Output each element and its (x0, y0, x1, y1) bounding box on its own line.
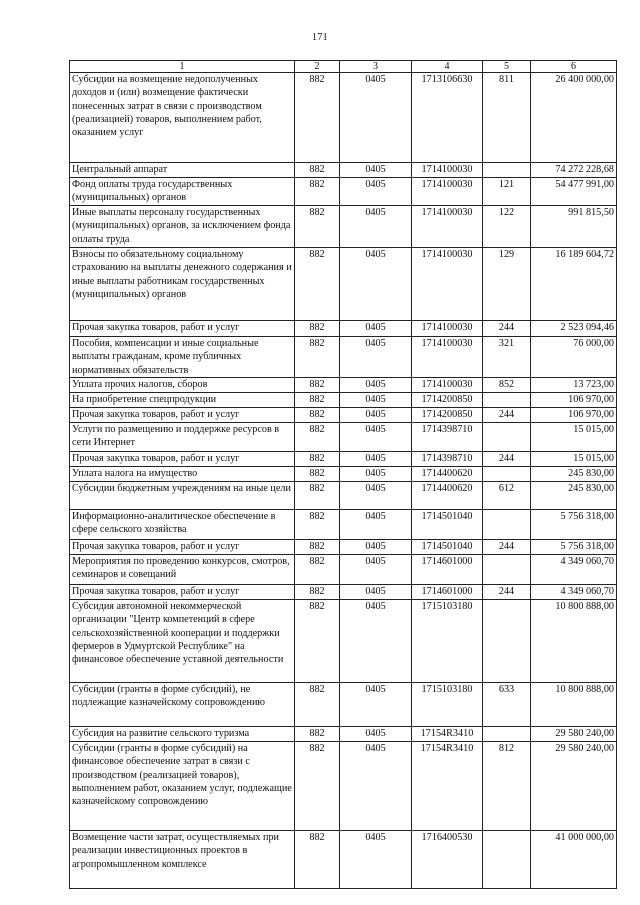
table-row (70, 178, 617, 206)
target-article-code: 1714501040 (412, 510, 483, 540)
target-article-code: 1716400530 (412, 831, 483, 889)
target-article-code: 1715103180 (412, 600, 483, 683)
expense-type-code: 244 (483, 540, 531, 555)
ministry-code: 882 (295, 321, 340, 337)
section-code: 0405 (340, 742, 412, 831)
column-number: 6 (531, 61, 617, 73)
table-row (70, 585, 617, 600)
amount: 4 349 060,70 (531, 585, 617, 600)
expense-type-code (483, 600, 531, 683)
item-name: Услуги по размещению и поддержке ресурсов в сети Интернет (70, 423, 295, 452)
target-article-code: 1714100030 (412, 337, 483, 378)
section-code: 0405 (340, 467, 412, 482)
column-number: 1 (70, 61, 295, 73)
section-code: 0405 (340, 452, 412, 467)
expense-type-code: 122 (483, 206, 531, 248)
expense-type-code (483, 555, 531, 585)
amount: 74 272 228,68 (531, 163, 617, 178)
amount: 15 015,00 (531, 452, 617, 467)
section-code: 0405 (340, 510, 412, 540)
expense-type-code (483, 727, 531, 742)
table-row (70, 683, 617, 727)
ministry-code: 882 (295, 408, 340, 423)
section-code: 0405 (340, 206, 412, 248)
target-article-code: 1714400620 (412, 467, 483, 482)
column-number-row (70, 61, 617, 73)
item-name: Центральный аппарат (70, 163, 295, 178)
section-code: 0405 (340, 178, 412, 206)
ministry-code: 882 (295, 206, 340, 248)
ministry-code: 882 (295, 452, 340, 467)
section-code: 0405 (340, 600, 412, 683)
ministry-code: 882 (295, 683, 340, 727)
expense-type-code: 244 (483, 452, 531, 467)
table-row (70, 337, 617, 378)
expense-type-code: 633 (483, 683, 531, 727)
amount: 41 000 000,00 (531, 831, 617, 889)
item-name: Фонд оплаты труда государственных (муниципальных) органов (70, 178, 295, 206)
expense-type-code (483, 423, 531, 452)
target-article-code: 1714601000 (412, 585, 483, 600)
column-number: 5 (483, 61, 531, 73)
table-row (70, 423, 617, 452)
amount: 991 815,50 (531, 206, 617, 248)
table-row (70, 248, 617, 321)
item-name: Прочая закупка товаров, работ и услуг (70, 585, 295, 600)
section-code: 0405 (340, 831, 412, 889)
amount: 26 400 000,00 (531, 73, 617, 163)
section-code: 0405 (340, 540, 412, 555)
table-row (70, 393, 617, 408)
amount: 16 189 604,72 (531, 248, 617, 321)
item-name: Субсидия автономной некоммерческой организации "Центр компетенций в сфере сельскохозяйственной кооперации и поддержки фермеров в Удмуртской Республике" на финансовое обеспечение уставной деятельности (70, 600, 295, 683)
item-name: Прочая закупка товаров, работ и услуг (70, 452, 295, 467)
expense-type-code: 121 (483, 178, 531, 206)
table-row (70, 555, 617, 585)
amount: 10 800 888,00 (531, 683, 617, 727)
ministry-code: 882 (295, 742, 340, 831)
budget-table (69, 60, 617, 889)
table-row (70, 482, 617, 510)
target-article-code: 1714200850 (412, 408, 483, 423)
expense-type-code: 244 (483, 408, 531, 423)
expense-type-code: 812 (483, 742, 531, 831)
target-article-code: 1713106630 (412, 73, 483, 163)
ministry-code: 882 (295, 178, 340, 206)
table-row (70, 467, 617, 482)
target-article-code: 1714100030 (412, 206, 483, 248)
section-code: 0405 (340, 482, 412, 510)
item-name: Мероприятия по проведению конкурсов, смотров, семинаров и совещаний (70, 555, 295, 585)
ministry-code: 882 (295, 467, 340, 482)
amount: 10 800 888,00 (531, 600, 617, 683)
item-name: Информационно-аналитическое обеспечение в сфере сельского хозяйства (70, 510, 295, 540)
item-name: Пособия, компенсации и иные социальные выплаты гражданам, кроме публичных нормативных обязательств (70, 337, 295, 378)
target-article-code: 1714100030 (412, 178, 483, 206)
expense-type-code (483, 163, 531, 178)
expense-type-code: 129 (483, 248, 531, 321)
expense-type-code (483, 393, 531, 408)
item-name: Возмещение части затрат, осуществляемых при реализации инвестиционных проектов в агропромышленном комплексе (70, 831, 295, 889)
ministry-code: 882 (295, 337, 340, 378)
item-name: Субсидии бюджетным учреждениям на иные цели (70, 482, 295, 510)
amount: 29 580 240,00 (531, 742, 617, 831)
section-code: 0405 (340, 321, 412, 337)
section-code: 0405 (340, 248, 412, 321)
amount: 106 970,00 (531, 393, 617, 408)
ministry-code: 882 (295, 555, 340, 585)
expense-type-code: 612 (483, 482, 531, 510)
target-article-code: 17154R3410 (412, 727, 483, 742)
target-article-code: 1714100030 (412, 321, 483, 337)
amount: 245 830,00 (531, 482, 617, 510)
target-article-code: 1714100030 (412, 163, 483, 178)
amount: 15 015,00 (531, 423, 617, 452)
amount: 5 756 318,00 (531, 510, 617, 540)
ministry-code: 882 (295, 482, 340, 510)
amount: 29 580 240,00 (531, 727, 617, 742)
ministry-code: 882 (295, 73, 340, 163)
section-code: 0405 (340, 683, 412, 727)
section-code: 0405 (340, 585, 412, 600)
column-number: 2 (295, 61, 340, 73)
item-name: Прочая закупка товаров, работ и услуг (70, 408, 295, 423)
ministry-code: 882 (295, 378, 340, 393)
amount: 245 830,00 (531, 467, 617, 482)
item-name: На приобретение спецпродукции (70, 393, 295, 408)
expense-type-code (483, 467, 531, 482)
table-row (70, 408, 617, 423)
item-name: Субсидии на возмещение недополученных доходов и (или) возмещение фактически понесенных затрат в связи с производством (реализацией) товаров, выполнением работ, оказанием услуг (70, 73, 295, 163)
expense-type-code: 852 (483, 378, 531, 393)
item-name: Взносы по обязательному социальному страхованию на выплаты денежного содержания и иные выплаты работникам государственных (муниципальных) органов (70, 248, 295, 321)
target-article-code: 1714398710 (412, 423, 483, 452)
table-row (70, 321, 617, 337)
page-number: 171 (312, 32, 328, 43)
expense-type-code: 244 (483, 585, 531, 600)
table-row (70, 831, 617, 889)
table-row (70, 163, 617, 178)
amount: 13 723,00 (531, 378, 617, 393)
target-article-code: 1714501040 (412, 540, 483, 555)
ministry-code: 882 (295, 510, 340, 540)
target-article-code: 1714200850 (412, 393, 483, 408)
amount: 76 000,00 (531, 337, 617, 378)
ministry-code: 882 (295, 163, 340, 178)
ministry-code: 882 (295, 393, 340, 408)
expense-type-code (483, 831, 531, 889)
ministry-code: 882 (295, 423, 340, 452)
table-row (70, 727, 617, 742)
target-article-code: 1714100030 (412, 248, 483, 321)
amount: 2 523 094,46 (531, 321, 617, 337)
item-name: Прочая закупка товаров, работ и услуг (70, 540, 295, 555)
item-name: Субсидии (гранты в форме субсидий) на финансовое обеспечение затрат в связи с производством (реализацией товаров), выполнением работ, оказанием услуг, подлежащие казначейскому сопровождению (70, 742, 295, 831)
item-name: Иные выплаты персоналу государственных (муниципальных) органов, за исключением фонда оплаты труда (70, 206, 295, 248)
target-article-code: 1714398710 (412, 452, 483, 467)
section-code: 0405 (340, 163, 412, 178)
section-code: 0405 (340, 378, 412, 393)
column-number: 3 (340, 61, 412, 73)
expense-type-code: 244 (483, 321, 531, 337)
expense-type-code: 811 (483, 73, 531, 163)
item-name: Субсидия на развитие сельского туризма (70, 727, 295, 742)
table-row (70, 742, 617, 831)
ministry-code: 882 (295, 831, 340, 889)
target-article-code: 1714100030 (412, 378, 483, 393)
expense-type-code (483, 510, 531, 540)
section-code: 0405 (340, 555, 412, 585)
expense-type-code: 321 (483, 337, 531, 378)
column-number: 4 (412, 61, 483, 73)
table-row (70, 452, 617, 467)
table-row (70, 378, 617, 393)
target-article-code: 17154R3410 (412, 742, 483, 831)
item-name: Уплата прочих налогов, сборов (70, 378, 295, 393)
table-row (70, 600, 617, 683)
amount: 4 349 060,70 (531, 555, 617, 585)
table-row (70, 73, 617, 163)
table-row (70, 540, 617, 555)
item-name: Прочая закупка товаров, работ и услуг (70, 321, 295, 337)
target-article-code: 1715103180 (412, 683, 483, 727)
section-code: 0405 (340, 73, 412, 163)
section-code: 0405 (340, 727, 412, 742)
amount: 54 477 991,00 (531, 178, 617, 206)
section-code: 0405 (340, 408, 412, 423)
ministry-code: 882 (295, 540, 340, 555)
item-name: Субсидии (гранты в форме субсидий), не подлежащие казначейскому сопровождению (70, 683, 295, 727)
section-code: 0405 (340, 393, 412, 408)
section-code: 0405 (340, 337, 412, 378)
ministry-code: 882 (295, 727, 340, 742)
table-row (70, 206, 617, 248)
target-article-code: 1714601000 (412, 555, 483, 585)
table-row (70, 510, 617, 540)
amount: 5 756 318,00 (531, 540, 617, 555)
ministry-code: 882 (295, 600, 340, 683)
ministry-code: 882 (295, 248, 340, 321)
target-article-code: 1714400620 (412, 482, 483, 510)
section-code: 0405 (340, 423, 412, 452)
amount: 106 970,00 (531, 408, 617, 423)
item-name: Уплата налога на имущество (70, 467, 295, 482)
ministry-code: 882 (295, 585, 340, 600)
